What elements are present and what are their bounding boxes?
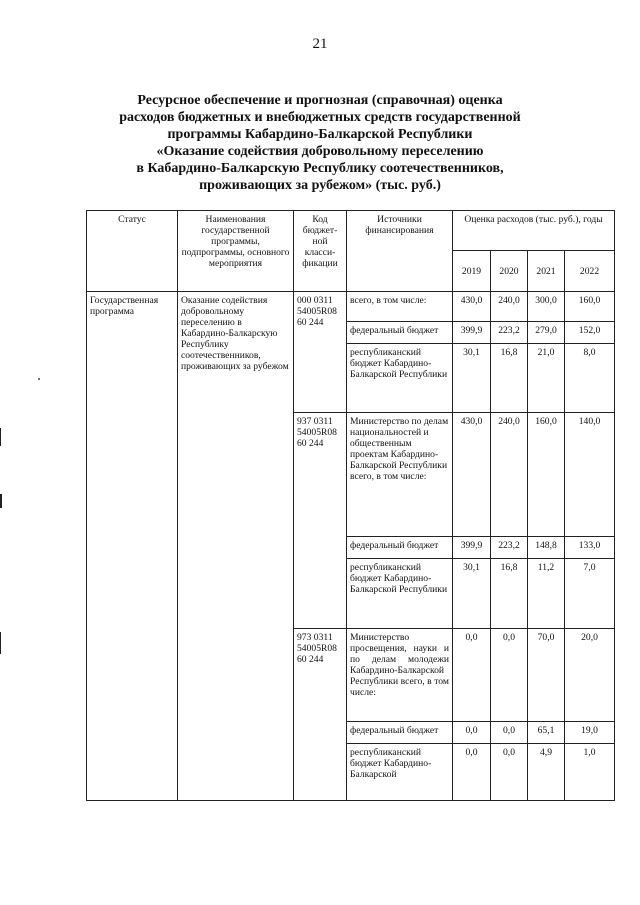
scan-artifact bbox=[0, 428, 1, 446]
value-cell: 30,1 bbox=[453, 559, 491, 629]
header-code: Код бюджет-ной класси-фикации bbox=[294, 211, 347, 292]
source-cell: Министерство просвещения, науки и по делам молодежи Кабардино-Балкарской Республики всего, в том числе: bbox=[347, 629, 453, 722]
title-line: расходов бюджетных и внебюджетных средств государственной bbox=[119, 110, 521, 125]
value-cell: 0,0 bbox=[453, 629, 491, 722]
value-cell: 133,0 bbox=[565, 537, 615, 559]
value-cell: 160,0 bbox=[528, 413, 565, 537]
header-year: 2019 bbox=[453, 251, 491, 292]
value-cell: 16,8 bbox=[491, 344, 528, 413]
source-cell: Министерство по делам национальностей и общественным проектам Кабардино-Балкарской Республики всего, в том числе: bbox=[347, 413, 453, 537]
table-row bbox=[87, 292, 615, 322]
value-cell: 430,0 bbox=[453, 413, 491, 537]
title-line: программы Кабардино-Балкарской Республики bbox=[167, 127, 473, 142]
source-cell: республиканский бюджет Кабардино-Балкарской Республики bbox=[347, 559, 453, 629]
header-year: 2022 bbox=[565, 251, 615, 292]
scan-artifact bbox=[0, 632, 1, 654]
value-cell: 21,0 bbox=[528, 344, 565, 413]
value-cell: 4,9 bbox=[528, 744, 565, 801]
value-cell: 430,0 bbox=[453, 292, 491, 322]
value-cell: 148,8 bbox=[528, 537, 565, 559]
value-cell: 30,1 bbox=[453, 344, 491, 413]
source-cell: федеральный бюджет bbox=[347, 322, 453, 344]
value-cell: 223,2 bbox=[491, 537, 528, 559]
program-status: Государственная программа bbox=[87, 292, 178, 801]
source-cell: республиканский бюджет Кабардино-Балкарской bbox=[347, 744, 453, 801]
value-cell: 0,0 bbox=[453, 722, 491, 744]
value-cell: 300,0 bbox=[528, 292, 565, 322]
program-name: Оказание содействия добровольному переселению в Кабардино-Балкарскую Республику соотечественников, проживающих за рубежом bbox=[178, 292, 294, 801]
scan-artifact bbox=[38, 378, 40, 380]
title-line: Ресурсное обеспечение и прогнозная (справочная) оценка bbox=[137, 93, 503, 108]
value-cell: 0,0 bbox=[491, 744, 528, 801]
value-cell: 1,0 bbox=[565, 744, 615, 801]
source-cell: федеральный бюджет bbox=[347, 722, 453, 744]
header-year: 2021 bbox=[528, 251, 565, 292]
document-title bbox=[60, 92, 580, 194]
value-cell: 19,0 bbox=[565, 722, 615, 744]
value-cell: 65,1 bbox=[528, 722, 565, 744]
value-cell: 399,9 bbox=[453, 322, 491, 344]
value-cell: 240,0 bbox=[491, 413, 528, 537]
value-cell: 70,0 bbox=[528, 629, 565, 722]
value-cell: 0,0 bbox=[491, 629, 528, 722]
value-cell: 0,0 bbox=[491, 722, 528, 744]
header-name: Наименования государственной программы, подпрограммы, основного мероприятия bbox=[178, 211, 294, 292]
budget-code: 000 0311 54005R08 60 244 bbox=[294, 292, 347, 413]
value-cell: 8,0 bbox=[565, 344, 615, 413]
value-cell: 0,0 bbox=[453, 744, 491, 801]
value-cell: 140,0 bbox=[565, 413, 615, 537]
source-cell: республиканский бюджет Кабардино-Балкарской Республики bbox=[347, 344, 453, 413]
source-cell: всего, в том числе: bbox=[347, 292, 453, 322]
title-line: «Оказание содействия добровольному переселению bbox=[156, 144, 484, 159]
title-line: проживающих за рубежом» (тыс. руб.) bbox=[199, 178, 441, 193]
resource-table bbox=[86, 210, 615, 801]
value-cell: 399,9 bbox=[453, 537, 491, 559]
header-status: Статус bbox=[87, 211, 178, 292]
value-cell: 20,0 bbox=[565, 629, 615, 722]
page-number: 21 bbox=[312, 36, 328, 52]
header-sources: Источники финансирования bbox=[347, 211, 453, 292]
value-cell: 11,2 bbox=[528, 559, 565, 629]
scan-artifact bbox=[0, 494, 2, 508]
value-cell: 16,8 bbox=[491, 559, 528, 629]
header-year: 2020 bbox=[491, 251, 528, 292]
value-cell: 240,0 bbox=[491, 292, 528, 322]
source-cell: федеральный бюджет bbox=[347, 537, 453, 559]
value-cell: 152,0 bbox=[565, 322, 615, 344]
value-cell: 279,0 bbox=[528, 322, 565, 344]
budget-code: 937 0311 54005R08 60 244 bbox=[294, 413, 347, 629]
header-estimate: Оценка расходов (тыс. руб.), годы bbox=[453, 211, 615, 251]
title-line: в Кабардино-Балкарскую Республику соотечественников, bbox=[136, 161, 504, 176]
budget-code: 973 0311 54005R08 60 244 bbox=[294, 629, 347, 801]
value-cell: 223,2 bbox=[491, 322, 528, 344]
value-cell: 160,0 bbox=[565, 292, 615, 322]
value-cell: 7,0 bbox=[565, 559, 615, 629]
